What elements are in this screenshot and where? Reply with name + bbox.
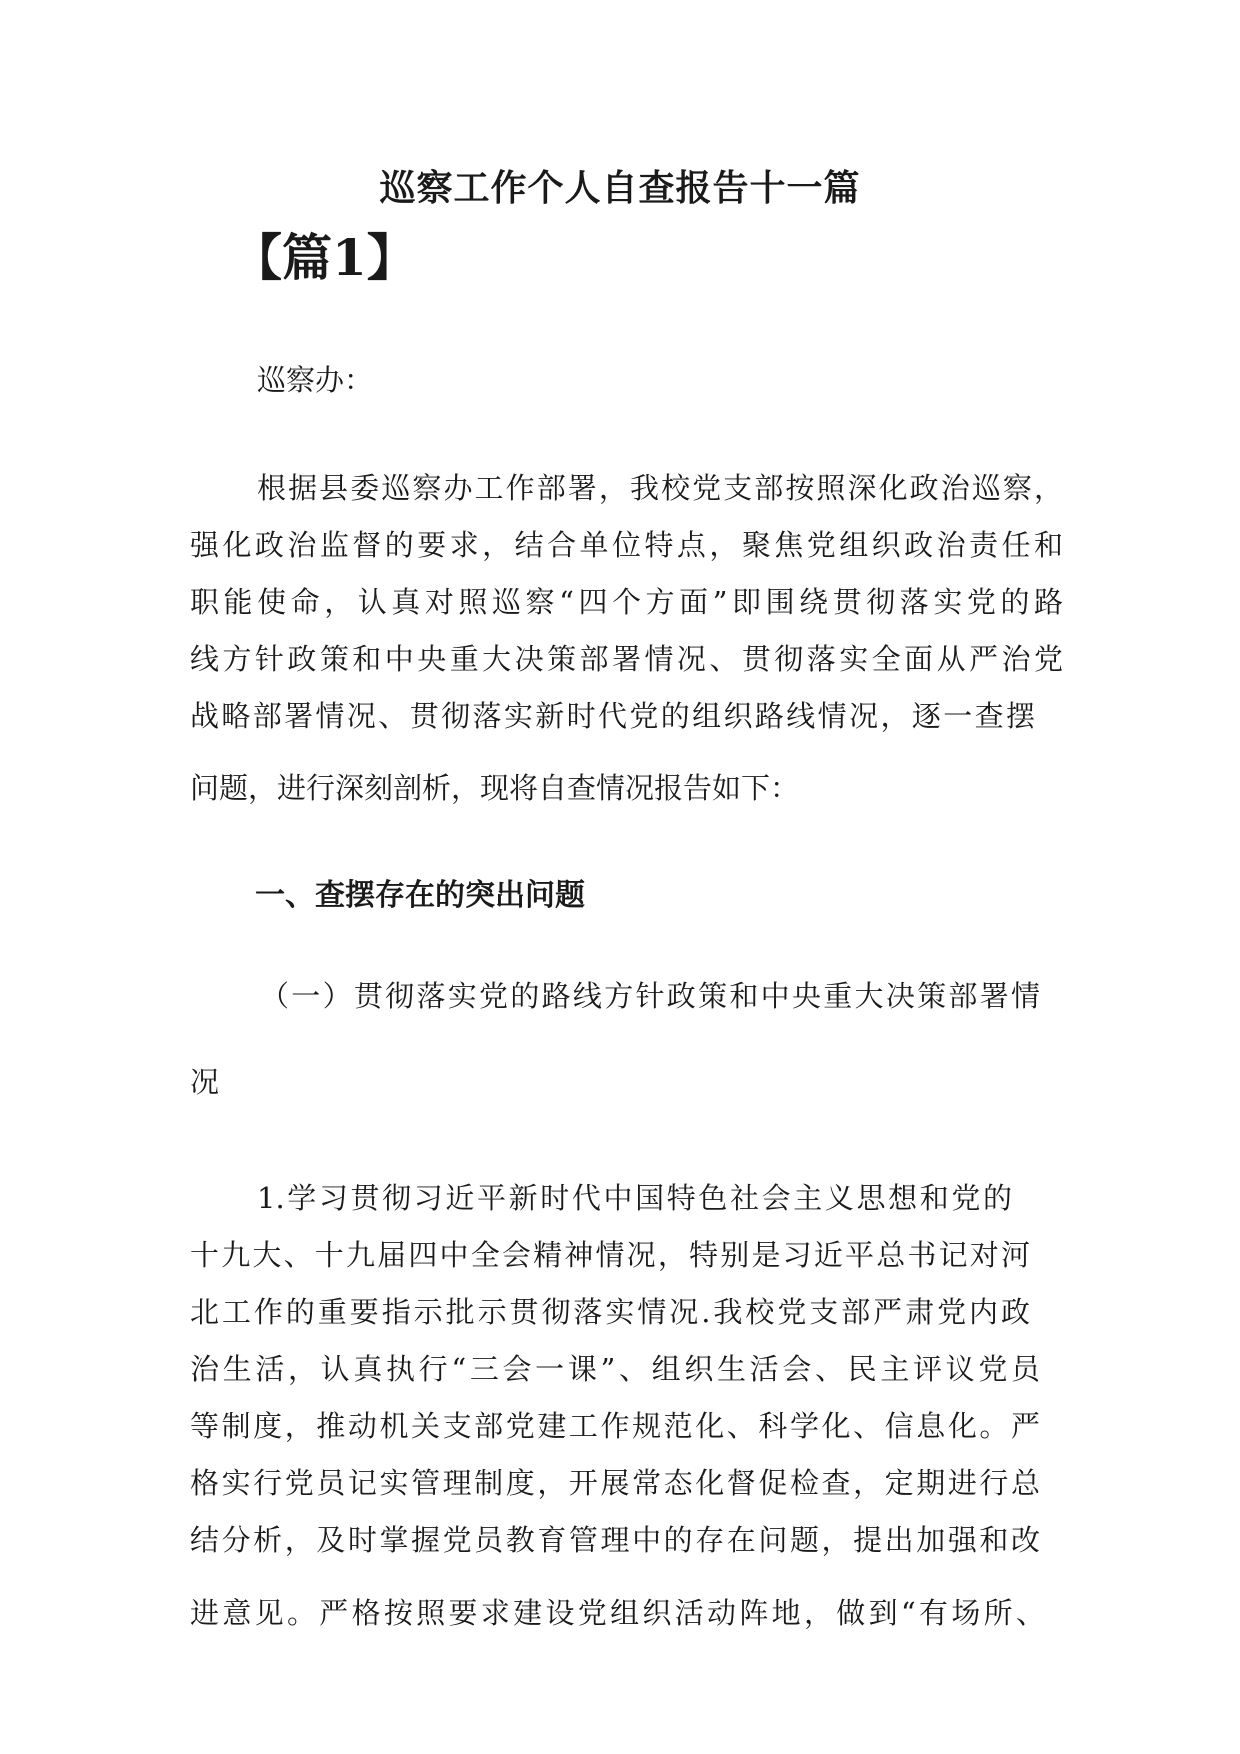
item-line: 等制度，推动机关支部党建工作规范化、科学化、信息化。严 (190, 1409, 1040, 1443)
section-label: 【篇1】 (232, 228, 417, 287)
salutation: 巡察办： (257, 363, 374, 397)
intro-line: 强化政治监督的要求，结合单位特点，聚焦党组织政治责任和 (190, 528, 1063, 562)
item-line: 北工作的重要指示批示贯彻落实情况.我校党支部严肃党内政 (190, 1295, 1030, 1329)
intro-line: 问题，进行深刻剖析，现将自查情况报告如下： (190, 771, 800, 805)
intro-line: 战略部署情况、贯彻落实新时代党的组织路线情况，逐一查摆 (190, 699, 1035, 733)
item-line: 治生活，认真执行“三会一课”、组织生活会、民主评议党员 (190, 1352, 1040, 1386)
section-heading: 一、查摆存在的突出问题 (255, 878, 585, 913)
document-title: 巡察工作个人自查报告十一篇 (379, 167, 861, 209)
subheading-line: （一）贯彻落实党的路线方针政策和中央重大决策部署情 (260, 979, 1040, 1013)
item-line: 1.学习贯彻习近平新时代中国特色社会主义思想和党的 (257, 1181, 1012, 1215)
item-line: 十九大、十九届四中全会精神情况，特别是习近平总书记对河 (190, 1238, 1030, 1272)
item-line: 结分析，及时掌握党员教育管理中的存在问题，提出加强和改 (190, 1523, 1040, 1557)
item-line: 格实行党员记实管理制度，开展常态化督促检查，定期进行总 (190, 1466, 1040, 1500)
intro-line: 根据县委巡察办工作部署，我校党支部按照深化政治巡察， (257, 471, 1063, 505)
intro-line: 线方针政策和中央重大决策部署情况、贯彻落实全面从严治党 (190, 642, 1063, 676)
subheading-line: 况 (190, 1065, 220, 1099)
intro-line: 职能使命，认真对照巡察“四个方面”即围绕贯彻落实党的路 (190, 585, 1063, 619)
item-line: 进意见。严格按照要求建设党组织活动阵地，做到“有场所、 (190, 1596, 1045, 1630)
